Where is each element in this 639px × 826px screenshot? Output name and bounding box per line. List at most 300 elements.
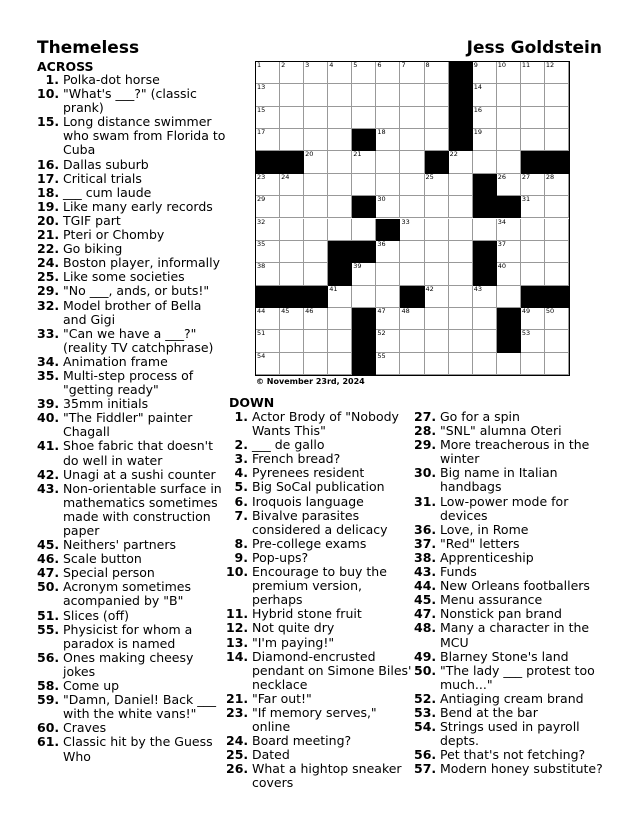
clue-text: Go biking — [63, 241, 123, 257]
grid-cell[interactable] — [304, 174, 328, 196]
clue-number: 58. — [37, 678, 60, 694]
clue-item — [226, 706, 416, 734]
cell-number: 36 — [377, 239, 386, 248]
clue-item — [226, 607, 416, 621]
clue-item — [37, 721, 227, 735]
grid-cell[interactable] — [328, 151, 352, 173]
clue-number: 16. — [37, 156, 60, 172]
grid-cell[interactable] — [473, 84, 497, 106]
cell-number: 34 — [497, 217, 507, 226]
grid-block — [545, 286, 569, 308]
grid-cell[interactable] — [376, 286, 400, 308]
clue-text: Iroquois language — [252, 493, 364, 509]
grid-cell[interactable] — [352, 219, 376, 241]
clue-text: "The lady ___ protest too much..." — [440, 662, 595, 692]
grid-cell[interactable] — [425, 219, 449, 241]
clue-text: Shoe fabric that doesn't do well in water — [63, 438, 214, 468]
grid-cell[interactable] — [473, 62, 497, 84]
cell-number: 35 — [257, 239, 266, 248]
grid-block — [521, 286, 545, 308]
cell-number: 30 — [377, 195, 386, 204]
grid-cell[interactable] — [425, 286, 449, 308]
clue-number: 36. — [414, 521, 437, 537]
clue-text: Love, in Rome — [440, 521, 529, 537]
cell-number: 4 — [329, 61, 334, 69]
grid-cell[interactable] — [280, 196, 304, 218]
clue-item — [37, 115, 227, 157]
grid-cell[interactable] — [304, 263, 328, 285]
clue-number: 56. — [37, 649, 60, 665]
grid-cell[interactable] — [256, 330, 280, 352]
grid-cell[interactable] — [376, 308, 400, 330]
clue-number: 11. — [226, 606, 249, 622]
clue-number: 6. — [234, 493, 248, 509]
grid-cell[interactable] — [304, 196, 328, 218]
clue-text: Multi-step process of "getting ready" — [63, 367, 194, 398]
clue-text: Hybrid stone fruit — [252, 606, 362, 622]
clue-text: Apprenticeship — [440, 549, 534, 565]
clue-text: Blarney Stone's land — [440, 648, 569, 664]
grid-cell[interactable] — [425, 107, 449, 129]
clue-number: 49. — [414, 648, 437, 664]
grid-cell[interactable] — [449, 241, 473, 263]
grid-cell[interactable] — [304, 129, 328, 151]
grid-cell[interactable] — [521, 62, 545, 84]
clue-number: 38. — [414, 549, 437, 565]
grid-cell[interactable] — [425, 174, 449, 196]
grid-cell[interactable] — [545, 219, 569, 241]
grid-cell[interactable] — [352, 174, 376, 196]
grid-cell[interactable] — [328, 84, 352, 106]
clue-number: 53. — [414, 704, 437, 720]
clue-number: 5. — [234, 479, 248, 495]
grid-cell[interactable] — [545, 107, 569, 129]
grid-cell[interactable] — [280, 353, 304, 375]
clue-number: 45. — [414, 592, 437, 608]
cell-number: 19 — [473, 128, 482, 137]
clue-item — [414, 551, 614, 565]
grid-cell[interactable] — [545, 241, 569, 263]
cell-number: 11 — [521, 61, 531, 69]
grid-cell[interactable] — [352, 62, 376, 84]
clue-number: 51. — [37, 607, 60, 623]
grid-cell[interactable] — [352, 84, 376, 106]
grid-cell[interactable] — [304, 330, 328, 352]
clue-item — [226, 438, 416, 452]
clue-item — [226, 480, 416, 494]
clue-item — [226, 748, 416, 762]
cell-number: 52 — [377, 329, 386, 338]
clue-item — [414, 410, 614, 424]
grid-cell[interactable] — [473, 308, 497, 330]
grid-cell[interactable] — [256, 84, 280, 106]
clue-item — [37, 270, 227, 284]
grid-cell[interactable] — [376, 353, 400, 375]
grid-cell[interactable] — [400, 174, 424, 196]
grid-cell[interactable] — [545, 84, 569, 106]
cell-number: 33 — [401, 217, 410, 226]
grid-block — [497, 330, 521, 352]
clue-text: TGIF part — [63, 212, 121, 228]
grid-cell[interactable] — [449, 330, 473, 352]
grid-cell[interactable] — [400, 107, 424, 129]
clue-item — [37, 242, 227, 256]
grid-cell[interactable] — [256, 219, 280, 241]
clue-item — [37, 299, 227, 327]
grid-block — [256, 286, 280, 308]
grid-cell[interactable] — [497, 286, 521, 308]
grid-cell[interactable] — [449, 219, 473, 241]
cell-number: 5 — [353, 61, 358, 69]
grid-cell[interactable] — [304, 62, 328, 84]
grid-cell[interactable] — [256, 263, 280, 285]
clue-number: 22. — [37, 241, 60, 257]
cell-number: 10 — [497, 61, 507, 69]
grid-cell[interactable] — [304, 107, 328, 129]
cell-number: 31 — [521, 195, 531, 204]
across-heading: ACROSS — [37, 59, 94, 74]
grid-cell[interactable] — [473, 129, 497, 151]
clue-number: 39. — [37, 396, 60, 412]
grid-cell[interactable] — [352, 107, 376, 129]
cell-number: 50 — [545, 306, 555, 315]
grid-cell[interactable] — [497, 174, 521, 196]
grid-cell[interactable] — [497, 353, 521, 375]
grid-cell[interactable] — [376, 62, 400, 84]
clue-item — [414, 537, 614, 551]
clue-text: Model brother of Bella and Gigi — [63, 297, 202, 327]
clue-number: 23. — [226, 704, 249, 720]
grid-cell[interactable] — [304, 241, 328, 263]
grid-cell[interactable] — [521, 219, 545, 241]
grid-cell[interactable] — [304, 308, 328, 330]
grid-cell[interactable] — [256, 308, 280, 330]
grid-cell[interactable] — [521, 263, 545, 285]
clue-item — [37, 580, 227, 608]
grid-cell[interactable] — [400, 219, 424, 241]
clue-number: 44. — [414, 578, 437, 594]
clue-item — [37, 228, 227, 242]
grid-cell[interactable] — [449, 263, 473, 285]
grid-cell[interactable] — [256, 241, 280, 263]
grid-cell[interactable] — [376, 330, 400, 352]
clue-text: Bend at the bar — [440, 704, 538, 720]
clue-number: 32. — [37, 297, 60, 313]
grid-cell[interactable] — [449, 308, 473, 330]
cell-number: 43 — [473, 284, 482, 293]
down-clue-list-2 — [414, 410, 614, 776]
clue-text: Scale button — [63, 551, 142, 567]
clue-item — [37, 538, 227, 552]
grid-cell[interactable] — [280, 84, 304, 106]
grid-cell[interactable] — [425, 196, 449, 218]
clue-number: 35. — [37, 367, 60, 383]
grid-cell[interactable] — [376, 263, 400, 285]
grid-cell[interactable] — [280, 241, 304, 263]
grid-cell[interactable] — [473, 151, 497, 173]
cell-number: 44 — [257, 306, 266, 315]
clue-text: Pyrenees resident — [252, 465, 365, 481]
grid-cell[interactable] — [425, 353, 449, 375]
grid-cell[interactable] — [545, 330, 569, 352]
cell-number: 41 — [329, 284, 338, 293]
grid-cell[interactable] — [280, 219, 304, 241]
grid-cell[interactable] — [328, 219, 352, 241]
cell-number: 21 — [353, 150, 362, 159]
grid-cell[interactable] — [425, 62, 449, 84]
clue-text: "Far out!" — [252, 690, 312, 706]
clue-item — [414, 650, 614, 664]
grid-cell[interactable] — [425, 129, 449, 151]
grid-cell[interactable] — [256, 107, 280, 129]
grid-cell[interactable] — [256, 129, 280, 151]
grid-cell[interactable] — [521, 174, 545, 196]
grid-cell[interactable] — [449, 286, 473, 308]
clue-text: Slices (off) — [63, 607, 129, 623]
clue-text: ___ cum laude — [63, 184, 152, 200]
grid-cell[interactable] — [521, 196, 545, 218]
grid-cell[interactable] — [497, 84, 521, 106]
grid-cell[interactable] — [473, 353, 497, 375]
grid-cell[interactable] — [352, 263, 376, 285]
grid-cell[interactable] — [425, 308, 449, 330]
grid-cell[interactable] — [425, 241, 449, 263]
grid-block — [497, 196, 521, 218]
grid-cell[interactable] — [521, 107, 545, 129]
clue-text: More treacherous in the winter — [440, 437, 590, 467]
clue-text: Encourage to buy the premium version, perhaps — [252, 564, 387, 608]
grid-block — [449, 62, 473, 84]
clue-text: ___ de gallo — [252, 437, 325, 453]
clue-item — [37, 256, 227, 270]
grid-cell[interactable] — [545, 174, 569, 196]
grid-cell[interactable] — [376, 129, 400, 151]
cell-number: 51 — [257, 329, 266, 338]
clue-item — [414, 424, 614, 438]
grid-cell[interactable] — [497, 263, 521, 285]
cell-number: 3 — [305, 61, 310, 69]
grid-cell[interactable] — [376, 84, 400, 106]
clue-number: 8. — [234, 535, 248, 551]
grid-cell[interactable] — [400, 84, 424, 106]
grid-cell[interactable] — [280, 174, 304, 196]
grid-cell[interactable] — [521, 84, 545, 106]
grid-cell[interactable] — [449, 353, 473, 375]
grid-cell[interactable] — [521, 241, 545, 263]
clue-item — [37, 87, 227, 115]
clue-text: Long distance swimmer who swam from Florida to Cuba — [63, 114, 226, 158]
grid-cell[interactable] — [328, 62, 352, 84]
grid-cell[interactable] — [328, 308, 352, 330]
cell-number: 1 — [257, 61, 262, 69]
grid-cell[interactable] — [521, 353, 545, 375]
grid-cell[interactable] — [256, 174, 280, 196]
grid-cell[interactable] — [280, 330, 304, 352]
clue-number: 50. — [414, 662, 437, 678]
clue-item — [37, 651, 227, 679]
grid-cell[interactable] — [521, 308, 545, 330]
clue-text: Like some societies — [63, 269, 185, 285]
grid-cell[interactable] — [256, 353, 280, 375]
clue-text: "Damn, Daniel! Back ___ with the white vans!" — [63, 692, 216, 722]
clue-number: 21. — [226, 690, 249, 706]
clue-number: 26. — [226, 761, 249, 777]
grid-cell[interactable] — [256, 62, 280, 84]
clue-number: 25. — [37, 269, 60, 285]
grid-cell[interactable] — [473, 107, 497, 129]
clue-item — [414, 720, 614, 748]
grid-cell[interactable] — [545, 308, 569, 330]
grid-cell[interactable] — [304, 219, 328, 241]
clue-text: "Red" letters — [440, 535, 520, 551]
clue-number: 13. — [226, 634, 249, 650]
grid-cell[interactable] — [280, 107, 304, 129]
grid-cell[interactable] — [449, 196, 473, 218]
clue-item — [414, 523, 614, 537]
clue-item — [226, 537, 416, 551]
grid-block — [449, 107, 473, 129]
grid-cell[interactable] — [328, 174, 352, 196]
clue-number: 42. — [37, 466, 60, 482]
clue-number: 29. — [37, 283, 60, 299]
grid-cell[interactable] — [545, 129, 569, 151]
clue-number: 15. — [37, 114, 60, 130]
grid-cell[interactable] — [449, 151, 473, 173]
grid-cell[interactable] — [376, 196, 400, 218]
clue-text: Many a character in the MCU — [440, 620, 590, 650]
grid-cell[interactable] — [545, 353, 569, 375]
grid-block — [352, 330, 376, 352]
clue-item — [226, 495, 416, 509]
clue-number: 20. — [37, 212, 60, 228]
clue-text: Bivalve parasites considered a delicacy — [252, 507, 388, 537]
grid-cell[interactable] — [328, 286, 352, 308]
grid-cell[interactable] — [352, 286, 376, 308]
clue-item — [226, 410, 416, 438]
grid-cell[interactable] — [400, 62, 424, 84]
grid-cell[interactable] — [280, 308, 304, 330]
clue-item — [37, 552, 227, 566]
clue-text: Nonstick pan brand — [440, 606, 562, 622]
clue-text: Dallas suburb — [63, 156, 149, 172]
clue-number: 47. — [37, 565, 60, 581]
down-heading: DOWN — [229, 395, 275, 410]
grid-cell[interactable] — [497, 62, 521, 84]
grid-block — [425, 151, 449, 173]
grid-cell[interactable] — [376, 241, 400, 263]
clue-number: 30. — [414, 465, 437, 481]
grid-cell[interactable] — [328, 196, 352, 218]
grid-cell[interactable] — [280, 62, 304, 84]
grid-cell[interactable] — [400, 308, 424, 330]
grid-cell[interactable] — [497, 241, 521, 263]
grid-cell[interactable] — [280, 263, 304, 285]
clue-item — [37, 73, 227, 87]
grid-cell[interactable] — [352, 151, 376, 173]
grid-cell[interactable] — [473, 330, 497, 352]
clue-number: 1. — [234, 409, 248, 424]
grid-cell[interactable] — [497, 107, 521, 129]
clue-number: 45. — [37, 537, 60, 553]
grid-cell[interactable] — [328, 353, 352, 375]
grid-cell[interactable] — [304, 353, 328, 375]
clue-text: Funds — [440, 564, 477, 580]
grid-cell[interactable] — [280, 129, 304, 151]
cell-number: 49 — [521, 306, 531, 315]
grid-cell[interactable] — [521, 129, 545, 151]
grid-cell[interactable] — [256, 196, 280, 218]
grid-cell[interactable] — [497, 151, 521, 173]
grid-cell[interactable] — [521, 330, 545, 352]
clue-text: New Orleans footballers — [440, 578, 590, 594]
grid-cell[interactable] — [304, 151, 328, 173]
clue-number: 27. — [414, 409, 437, 424]
grid-cell[interactable] — [425, 263, 449, 285]
grid-cell[interactable] — [545, 196, 569, 218]
clue-item — [37, 186, 227, 200]
cell-number: 53 — [521, 329, 531, 338]
grid-cell[interactable] — [400, 151, 424, 173]
grid-cell[interactable] — [545, 62, 569, 84]
clue-text: Dated — [252, 747, 290, 763]
grid-block — [304, 286, 328, 308]
grid-cell[interactable] — [328, 129, 352, 151]
clue-text: Strings used in payroll depts. — [440, 719, 580, 749]
cell-number: 20 — [305, 150, 314, 159]
clue-text: Go for a spin — [440, 409, 520, 424]
clue-text: Ones making cheesy jokes — [63, 649, 194, 679]
clue-item — [37, 158, 227, 172]
grid-cell[interactable] — [328, 330, 352, 352]
grid-cell[interactable] — [376, 151, 400, 173]
grid-cell[interactable] — [425, 330, 449, 352]
cell-number: 45 — [281, 306, 290, 315]
clue-item — [37, 679, 227, 693]
cell-number: 14 — [473, 83, 482, 92]
clue-item — [37, 693, 227, 721]
grid-cell[interactable] — [473, 286, 497, 308]
grid-block — [473, 196, 497, 218]
grid-cell[interactable] — [304, 84, 328, 106]
grid-cell[interactable] — [497, 219, 521, 241]
clue-text: "SNL" alumna Oteri — [440, 423, 562, 439]
clue-number: 48. — [414, 620, 437, 636]
grid-cell[interactable] — [400, 241, 424, 263]
clue-text: Neithers' partners — [63, 537, 176, 553]
clue-text: "Can we have a ___?" (reality TV catchphrase) — [63, 325, 214, 355]
grid-cell[interactable] — [545, 263, 569, 285]
clue-number: 4. — [234, 465, 248, 481]
clue-item — [37, 735, 227, 763]
grid-cell[interactable] — [400, 353, 424, 375]
grid-cell[interactable] — [449, 174, 473, 196]
clue-number: 54. — [414, 719, 437, 735]
grid-block — [473, 241, 497, 263]
clue-text: Polka-dot horse — [63, 72, 160, 87]
grid-cell[interactable] — [425, 84, 449, 106]
grid-cell[interactable] — [497, 129, 521, 151]
grid-cell[interactable] — [400, 129, 424, 151]
grid-cell[interactable] — [376, 107, 400, 129]
clue-text: "If memory serves," online — [252, 704, 377, 735]
clue-text: Pop-ups? — [252, 549, 309, 565]
grid-cell[interactable] — [400, 196, 424, 218]
grid-cell[interactable] — [376, 174, 400, 196]
grid-cell[interactable] — [473, 219, 497, 241]
grid-cell[interactable] — [400, 330, 424, 352]
grid-cell[interactable] — [328, 107, 352, 129]
grid-cell[interactable] — [400, 263, 424, 285]
